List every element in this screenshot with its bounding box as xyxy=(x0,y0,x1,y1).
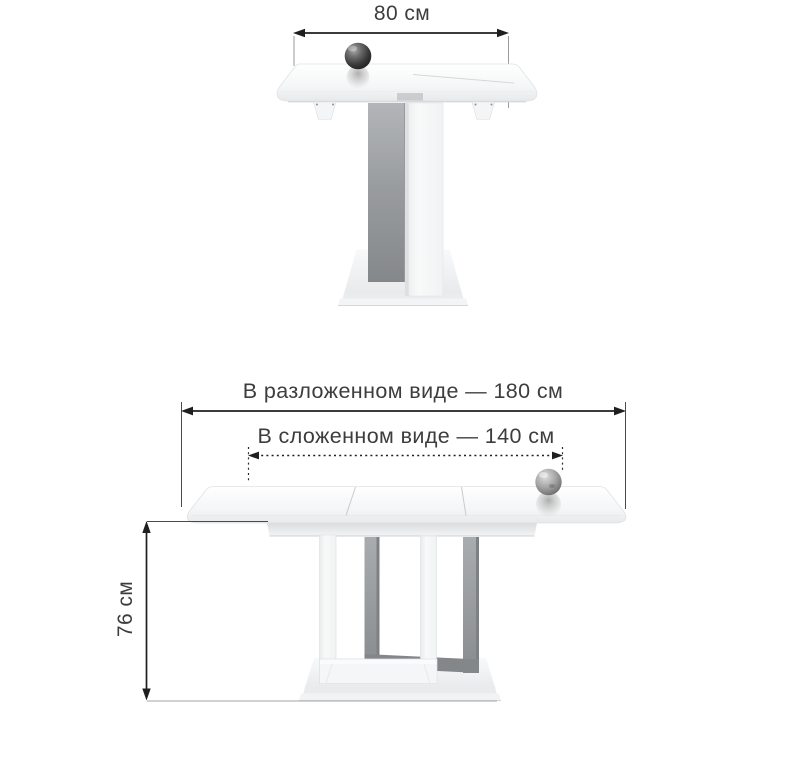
table-top-view-pedestal xyxy=(368,103,443,296)
table-side-view-apron xyxy=(267,523,537,536)
folded-dimension xyxy=(248,447,563,481)
width-dimension-arrow xyxy=(293,29,509,37)
unfolded-length-label: В разложенном виде — 180 см xyxy=(242,379,564,403)
top-view-diagram xyxy=(277,29,537,306)
table-top-view-tabletop xyxy=(277,64,537,102)
top-width-label: 80 см xyxy=(373,2,431,25)
height-label: 76 см xyxy=(114,580,137,638)
folded-length-label: В сложенном виде — 140 см xyxy=(257,424,555,448)
